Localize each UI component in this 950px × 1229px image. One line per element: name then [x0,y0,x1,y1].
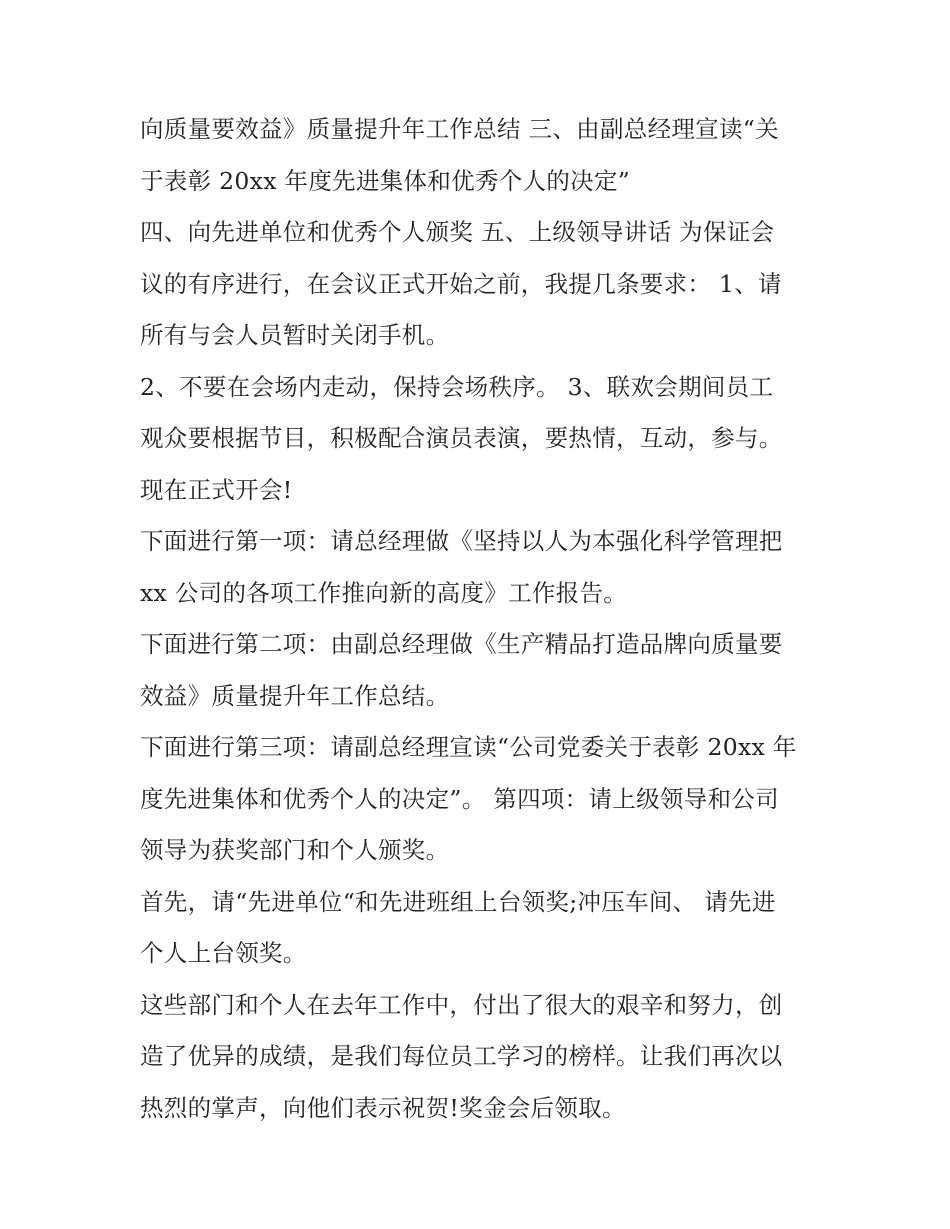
text-line: 效益》质量提升年工作总结。 [140,681,450,710]
paragraph [140,516,830,619]
text-line: 首先，请“先进单位“和先进班组上台领奖;冲压车间、 请先进 [140,887,776,916]
text-line: 下面进行第二项：由副总经理做《生产精品打造品牌向质量要 [140,630,783,658]
paragraph [140,722,830,877]
paragraph [140,980,830,1135]
text-line: 2、不要在会场内走动，保持会场秩序。 3、联欢会期间员工 [140,372,774,401]
paragraph [140,362,830,517]
text-line: 这些部门和个人在去年工作中，付出了很大的艰辛和努力，创 [140,990,783,1019]
paragraph [140,619,830,722]
paragraph [140,104,830,207]
text-line: xx 公司的各项工作推向新的高度》工作报告。 [140,578,628,607]
text-line: 四、向先进单位和优秀个人颁奖 五、上级领导讲话 为保证会 [140,218,775,246]
text-line: 于表彰 20xx 年度先进集体和优秀个人的决定” [140,166,631,195]
document-body [140,104,830,1134]
text-line: 度先进集体和优秀个人的决定”。 第四项：请上级领导和公司 [140,784,779,813]
text-line: 下面进行第三项：请副总经理宣读“公司党委关于表彰 20xx 年 [140,733,797,761]
text-line: 向质量要效益》质量提升年工作总结 三、由副总经理宣读“关 [140,115,779,143]
text-line: 领导为获奖部门和个人颁奖。 [140,836,450,864]
text-line: 个人上台领奖。 [140,939,307,967]
text-line: 现在正式开会! [140,475,293,504]
text-line: 观众要根据节目，积极配合演员表演，要热情，互动，参与。 [140,424,783,452]
paragraph [140,877,830,980]
text-line: 下面进行第一项：请总经理做《坚持以人为本强化科学管理把 [140,527,783,555]
text-line: 所有与会人员暂时关闭手机。 [140,321,450,349]
text-line: 议的有序进行，在会议正式开始之前，我提几条要求： 1、请 [140,269,782,298]
paragraph [140,207,830,362]
text-line: 热烈的掌声，向他们表示祝贺!奖金会后领取。 [140,1093,626,1122]
text-line: 造了优异的成绩，是我们每位员工学习的榜样。让我们再次以 [140,1042,783,1070]
